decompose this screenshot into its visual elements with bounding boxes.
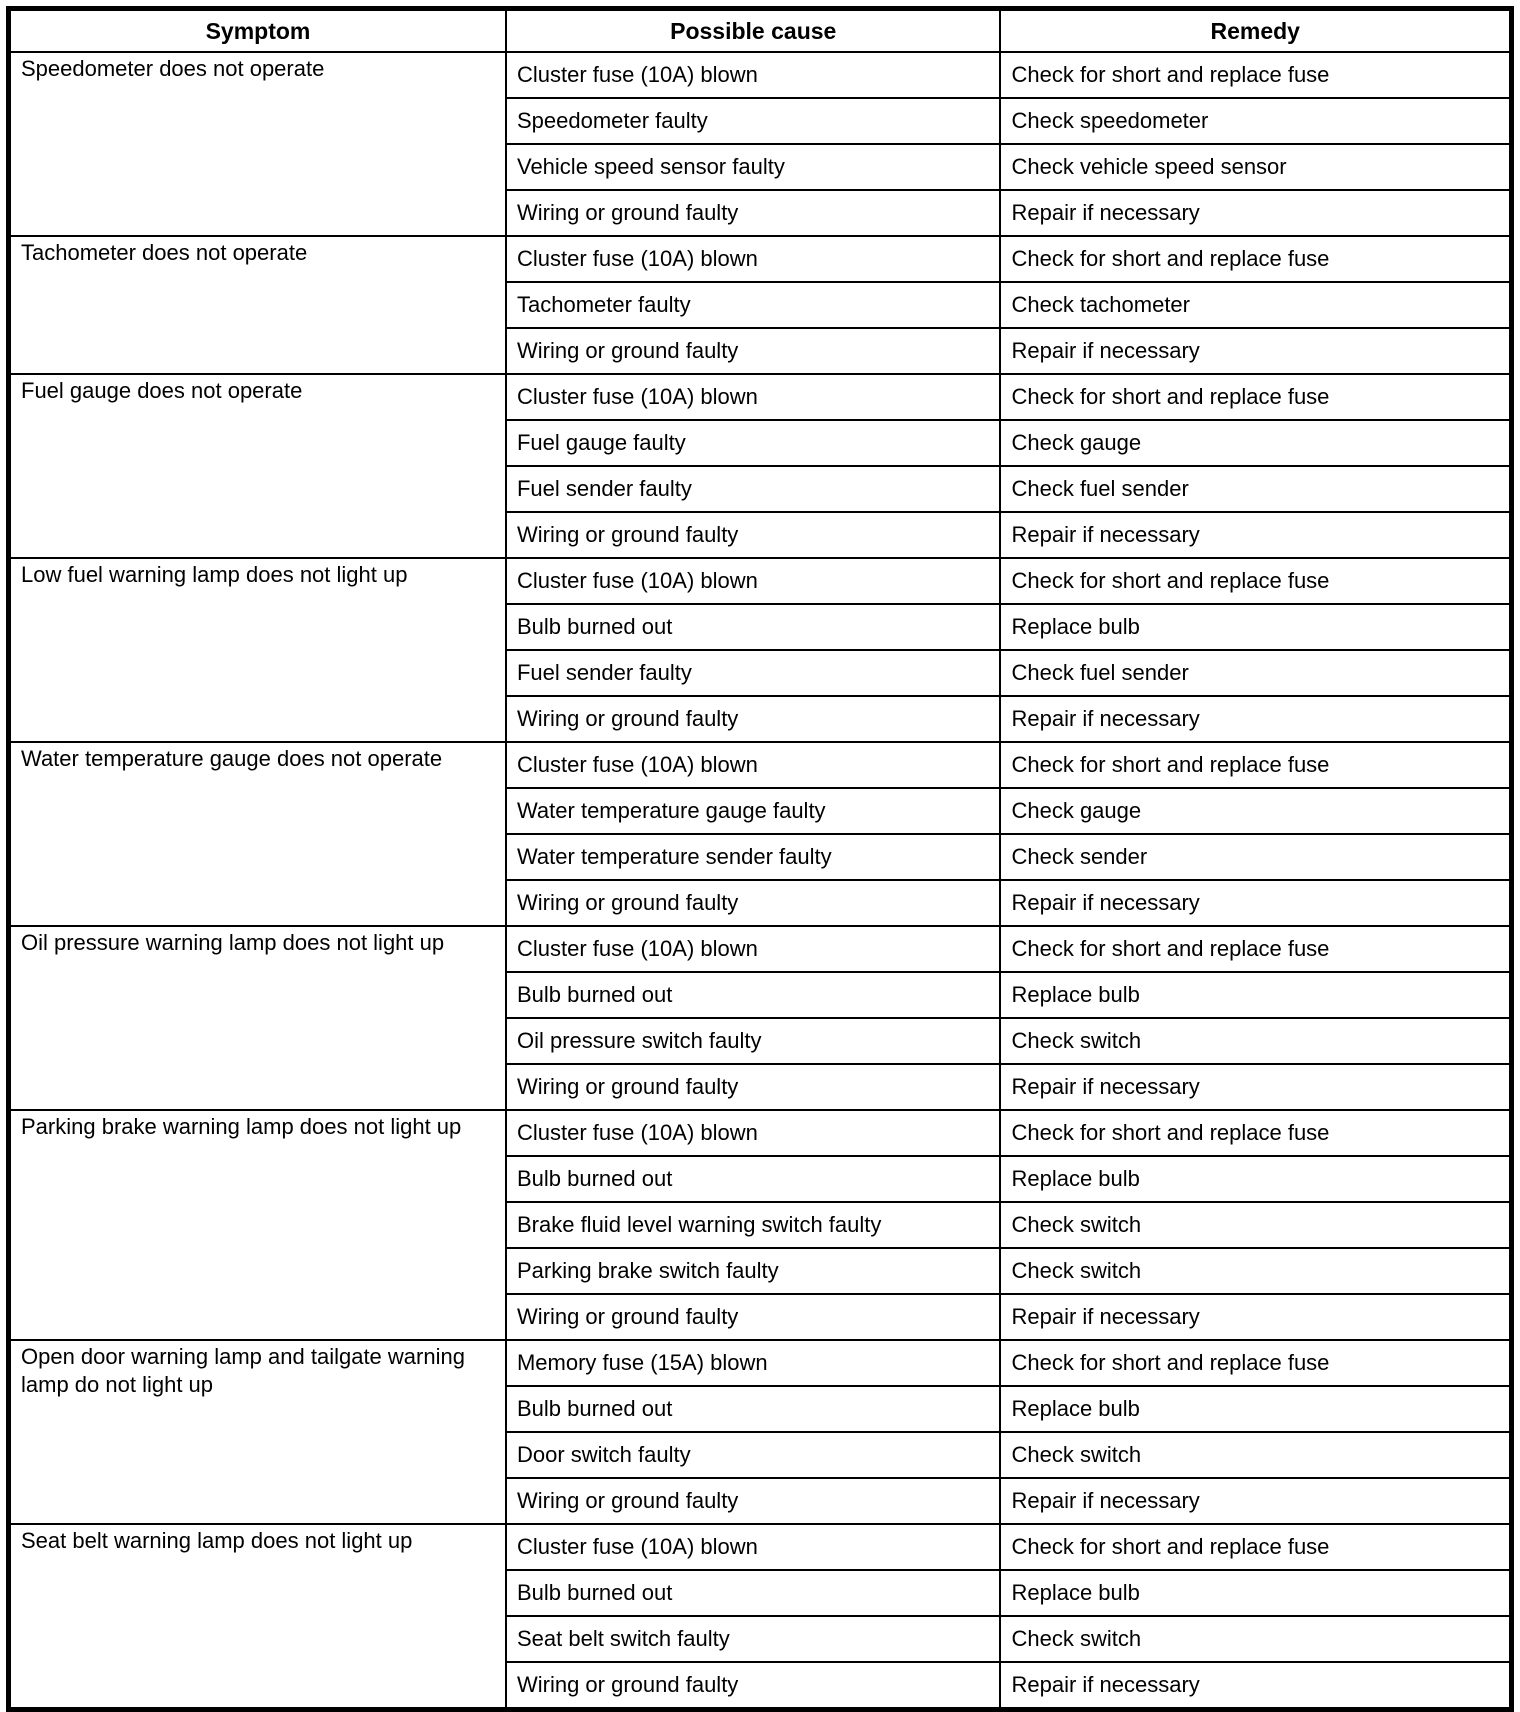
symptom-cell: Seat belt warning lamp does not light up: [9, 1524, 506, 1710]
remedy-cell: Check speedometer: [1000, 98, 1511, 144]
remedy-cell: Check switch: [1000, 1432, 1511, 1478]
remedy-cell: Repair if necessary: [1000, 1064, 1511, 1110]
remedy-cell: Check vehicle speed sensor: [1000, 144, 1511, 190]
remedy-cell: Repair if necessary: [1000, 696, 1511, 742]
remedy-cell: Check for short and replace fuse: [1000, 1340, 1511, 1386]
remedy-cell: Repair if necessary: [1000, 1662, 1511, 1710]
possible-cause-cell: Wiring or ground faulty: [506, 1064, 1000, 1110]
symptom-cell: Open door warning lamp and tailgate warning lamp do not light up: [9, 1340, 506, 1524]
possible-cause-cell: Fuel gauge faulty: [506, 420, 1000, 466]
possible-cause-cell: Fuel sender faulty: [506, 650, 1000, 696]
possible-cause-cell: Wiring or ground faulty: [506, 1662, 1000, 1710]
possible-cause-cell: Cluster fuse (10A) blown: [506, 558, 1000, 604]
possible-cause-cell: Cluster fuse (10A) blown: [506, 742, 1000, 788]
possible-cause-cell: Bulb burned out: [506, 1386, 1000, 1432]
remedy-cell: Check switch: [1000, 1202, 1511, 1248]
remedy-cell: Check for short and replace fuse: [1000, 374, 1511, 420]
possible-cause-cell: Oil pressure switch faulty: [506, 1018, 1000, 1064]
possible-cause-cell: Water temperature gauge faulty: [506, 788, 1000, 834]
possible-cause-cell: Cluster fuse (10A) blown: [506, 374, 1000, 420]
remedy-cell: Replace bulb: [1000, 604, 1511, 650]
remedy-cell: Check switch: [1000, 1248, 1511, 1294]
remedy-cell: Check tachometer: [1000, 282, 1511, 328]
remedy-cell: Check for short and replace fuse: [1000, 52, 1511, 98]
symptom-cell: Water temperature gauge does not operate: [9, 742, 506, 926]
header-row: [9, 9, 1512, 53]
remedy-cell: Repair if necessary: [1000, 328, 1511, 374]
remedy-cell: Replace bulb: [1000, 1570, 1511, 1616]
remedy-cell: Check switch: [1000, 1018, 1511, 1064]
header-remedy: Remedy: [1000, 9, 1511, 53]
remedy-cell: Check for short and replace fuse: [1000, 1524, 1511, 1570]
possible-cause-cell: Cluster fuse (10A) blown: [506, 1524, 1000, 1570]
possible-cause-cell: Wiring or ground faulty: [506, 190, 1000, 236]
possible-cause-cell: Fuel sender faulty: [506, 466, 1000, 512]
possible-cause-cell: Bulb burned out: [506, 1570, 1000, 1616]
remedy-cell: Replace bulb: [1000, 972, 1511, 1018]
possible-cause-cell: Speedometer faulty: [506, 98, 1000, 144]
table-row: [9, 926, 1512, 972]
symptom-cell: Tachometer does not operate: [9, 236, 506, 374]
possible-cause-cell: Cluster fuse (10A) blown: [506, 926, 1000, 972]
symptom-cell: Oil pressure warning lamp does not light up: [9, 926, 506, 1110]
possible-cause-cell: Tachometer faulty: [506, 282, 1000, 328]
possible-cause-cell: Door switch faulty: [506, 1432, 1000, 1478]
table-row: [9, 1110, 1512, 1156]
table-row: [9, 558, 1512, 604]
remedy-cell: Check fuel sender: [1000, 650, 1511, 696]
remedy-cell: Check gauge: [1000, 420, 1511, 466]
possible-cause-cell: Water temperature sender faulty: [506, 834, 1000, 880]
troubleshooting-table: [6, 6, 1514, 1712]
remedy-cell: Replace bulb: [1000, 1156, 1511, 1202]
symptom-cell: Parking brake warning lamp does not light up: [9, 1110, 506, 1340]
possible-cause-cell: Brake fluid level warning switch faulty: [506, 1202, 1000, 1248]
table-row: [9, 1524, 1512, 1570]
possible-cause-cell: Vehicle speed sensor faulty: [506, 144, 1000, 190]
remedy-cell: Check for short and replace fuse: [1000, 742, 1511, 788]
possible-cause-cell: Bulb burned out: [506, 604, 1000, 650]
remedy-cell: Repair if necessary: [1000, 1294, 1511, 1340]
possible-cause-cell: Seat belt switch faulty: [506, 1616, 1000, 1662]
possible-cause-cell: Bulb burned out: [506, 1156, 1000, 1202]
remedy-cell: Check for short and replace fuse: [1000, 1110, 1511, 1156]
table-row: [9, 52, 1512, 98]
possible-cause-cell: Wiring or ground faulty: [506, 328, 1000, 374]
symptom-cell: Low fuel warning lamp does not light up: [9, 558, 506, 742]
possible-cause-cell: Parking brake switch faulty: [506, 1248, 1000, 1294]
possible-cause-cell: Wiring or ground faulty: [506, 512, 1000, 558]
table-row: [9, 236, 1512, 282]
remedy-cell: Check for short and replace fuse: [1000, 558, 1511, 604]
table-row: [9, 374, 1512, 420]
possible-cause-cell: Memory fuse (15A) blown: [506, 1340, 1000, 1386]
table-body: [9, 52, 1512, 1710]
remedy-cell: Check for short and replace fuse: [1000, 926, 1511, 972]
symptom-cell: Fuel gauge does not operate: [9, 374, 506, 558]
possible-cause-cell: Wiring or ground faulty: [506, 1478, 1000, 1524]
remedy-cell: Replace bulb: [1000, 1386, 1511, 1432]
possible-cause-cell: Cluster fuse (10A) blown: [506, 52, 1000, 98]
possible-cause-cell: Wiring or ground faulty: [506, 880, 1000, 926]
remedy-cell: Check sender: [1000, 834, 1511, 880]
remedy-cell: Repair if necessary: [1000, 880, 1511, 926]
remedy-cell: Check gauge: [1000, 788, 1511, 834]
remedy-cell: Repair if necessary: [1000, 512, 1511, 558]
possible-cause-cell: Wiring or ground faulty: [506, 696, 1000, 742]
possible-cause-cell: Wiring or ground faulty: [506, 1294, 1000, 1340]
header-symptom: Symptom: [9, 9, 506, 53]
remedy-cell: Repair if necessary: [1000, 1478, 1511, 1524]
remedy-cell: Check fuel sender: [1000, 466, 1511, 512]
table-row: [9, 1340, 1512, 1386]
possible-cause-cell: Bulb burned out: [506, 972, 1000, 1018]
remedy-cell: Repair if necessary: [1000, 190, 1511, 236]
table-row: [9, 742, 1512, 788]
possible-cause-cell: Cluster fuse (10A) blown: [506, 236, 1000, 282]
header-possible-cause: Possible cause: [506, 9, 1000, 53]
remedy-cell: Check switch: [1000, 1616, 1511, 1662]
possible-cause-cell: Cluster fuse (10A) blown: [506, 1110, 1000, 1156]
remedy-cell: Check for short and replace fuse: [1000, 236, 1511, 282]
symptom-cell: Speedometer does not operate: [9, 52, 506, 236]
